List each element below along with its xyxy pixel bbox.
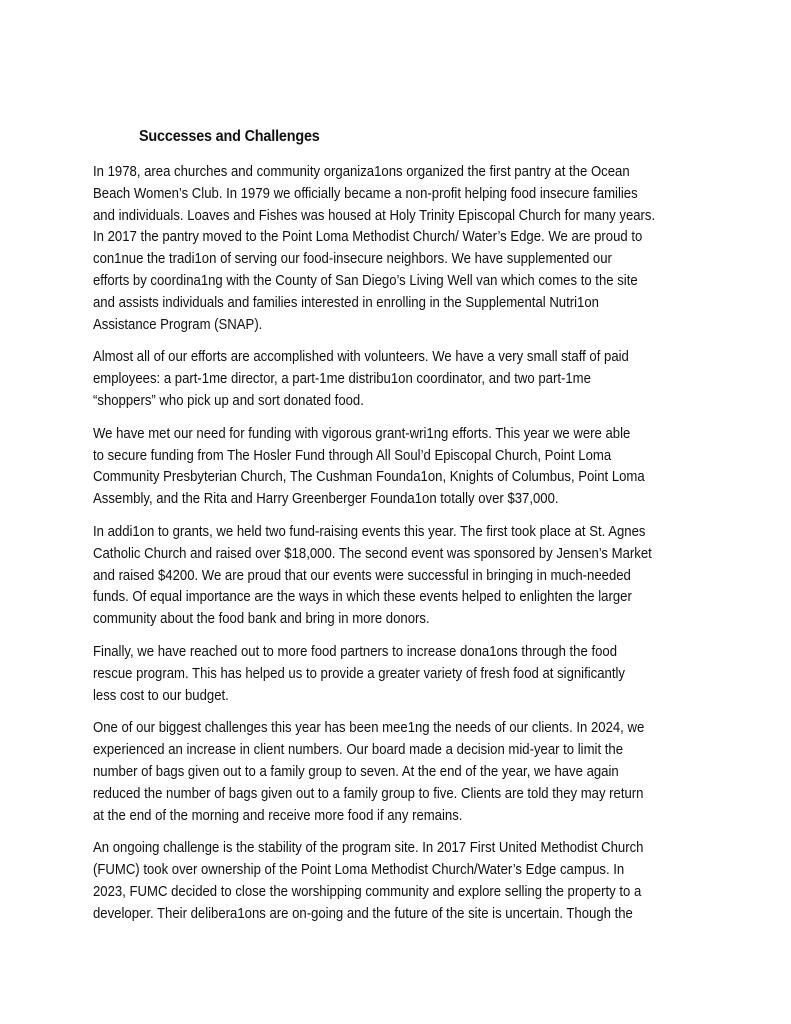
text-line: In addi1on to grants, we held two fund-raising events this year. The first took place at St. Agnes bbox=[93, 523, 646, 540]
text-line: con1nue the tradi1on of serving our food-insecure neighbors. We have supplemented our bbox=[93, 251, 612, 268]
text-line: Community Presbyterian Church, The Cushman Founda1on, Knights of Columbus, Point Loma bbox=[93, 469, 645, 486]
text-line: experienced an increase in client numbers. Our board made a decision mid-year to limit the bbox=[93, 742, 624, 759]
text-line: An ongoing challenge is the stability of the program site. In 2017 First United Methodist Church bbox=[93, 840, 644, 857]
text-line: Assembly, and the Rita and Harry Greenberger Founda1on totally over $37,000. bbox=[93, 491, 559, 508]
text-line: Almost all of our efforts are accomplished with volunteers. We have a very small staff of paid bbox=[93, 349, 629, 366]
text-line: Catholic Church and raised over $18,000. The second event was sponsored by Jensen’s Market bbox=[93, 545, 652, 562]
text-line: reduced the number of bags given out to a family group to five. Clients are told they may return bbox=[93, 785, 644, 802]
text-line: efforts by coordina1ng with the County of San Diego’s Living Well van which comes to the site bbox=[93, 272, 638, 289]
text-line: number of bags given out to a family group to seven. At the end of the year, we have again bbox=[93, 763, 619, 780]
document-body bbox=[93, 162, 753, 937]
text-line: funds. Of equal importance are the ways in which these events helped to enlighten the larger bbox=[93, 589, 632, 606]
paragraph bbox=[93, 522, 753, 631]
paragraph bbox=[93, 162, 753, 336]
paragraph bbox=[93, 718, 753, 827]
text-line: and raised $4200. We are proud that our events were successful in bringing in much-needed bbox=[93, 567, 631, 584]
text-line: Finally, we have reached out to more food partners to increase dona1ons through the food bbox=[93, 643, 618, 660]
text-line: at the end of the morning and receive more food if any remains. bbox=[93, 807, 463, 824]
text-line: In 1978, area churches and community organiza1ons organized the first pantry at the Ocean bbox=[93, 164, 630, 180]
text-line: (FUMC) took over ownership of the Point Loma Methodist Church/Water’s Edge campus. In bbox=[93, 862, 625, 879]
text-line: In 2017 the pantry moved to the Point Loma Methodist Church/ Water’s Edge. We are proud to bbox=[93, 229, 643, 246]
paragraph bbox=[93, 838, 753, 925]
text-line: to secure funding from The Hosler Fund through All Soul’d Episcopal Church, Point Loma bbox=[93, 447, 612, 464]
text-line: Beach Women’s Club. In 1979 we officially became a non-profit helping food insecure families bbox=[93, 185, 638, 202]
text-line: employees: a part-1me director, a part-1me distribu1on coordinator, and two part-1me bbox=[93, 371, 591, 388]
text-line: rescue program. This has helped us to provide a greater variety of fresh food at significantly bbox=[93, 665, 625, 682]
paragraph bbox=[93, 642, 753, 707]
text-line: and assists individuals and families interested in enrolling in the Supplemental Nutri1on bbox=[93, 294, 599, 311]
text-line: Assistance Program (SNAP). bbox=[93, 316, 263, 333]
text-line: less cost to our budget. bbox=[93, 687, 229, 704]
paragraph bbox=[93, 424, 753, 511]
text-line: We have met our need for funding with vigorous grant-wri1ng efforts. This year we were able bbox=[93, 425, 631, 442]
text-line: “shoppers” who pick up and sort donated food. bbox=[93, 392, 364, 409]
text-line: and individuals. Loaves and Fishes was housed at Holy Trinity Episcopal Church for many years. bbox=[93, 207, 656, 224]
text-line: 2023, FUMC decided to close the worshipping community and explore selling the property to a bbox=[93, 883, 642, 900]
paragraph bbox=[93, 347, 753, 412]
section-heading: Successes and Challenges bbox=[139, 128, 320, 145]
text-line: developer. Their delibera1ons are on-going and the future of the site is uncertain. Though the bbox=[93, 905, 633, 922]
text-line: One of our biggest challenges this year has been mee1ng the needs of our clients. In 2024, we bbox=[93, 720, 645, 737]
text-line: community about the food bank and bring in more donors. bbox=[93, 611, 430, 628]
